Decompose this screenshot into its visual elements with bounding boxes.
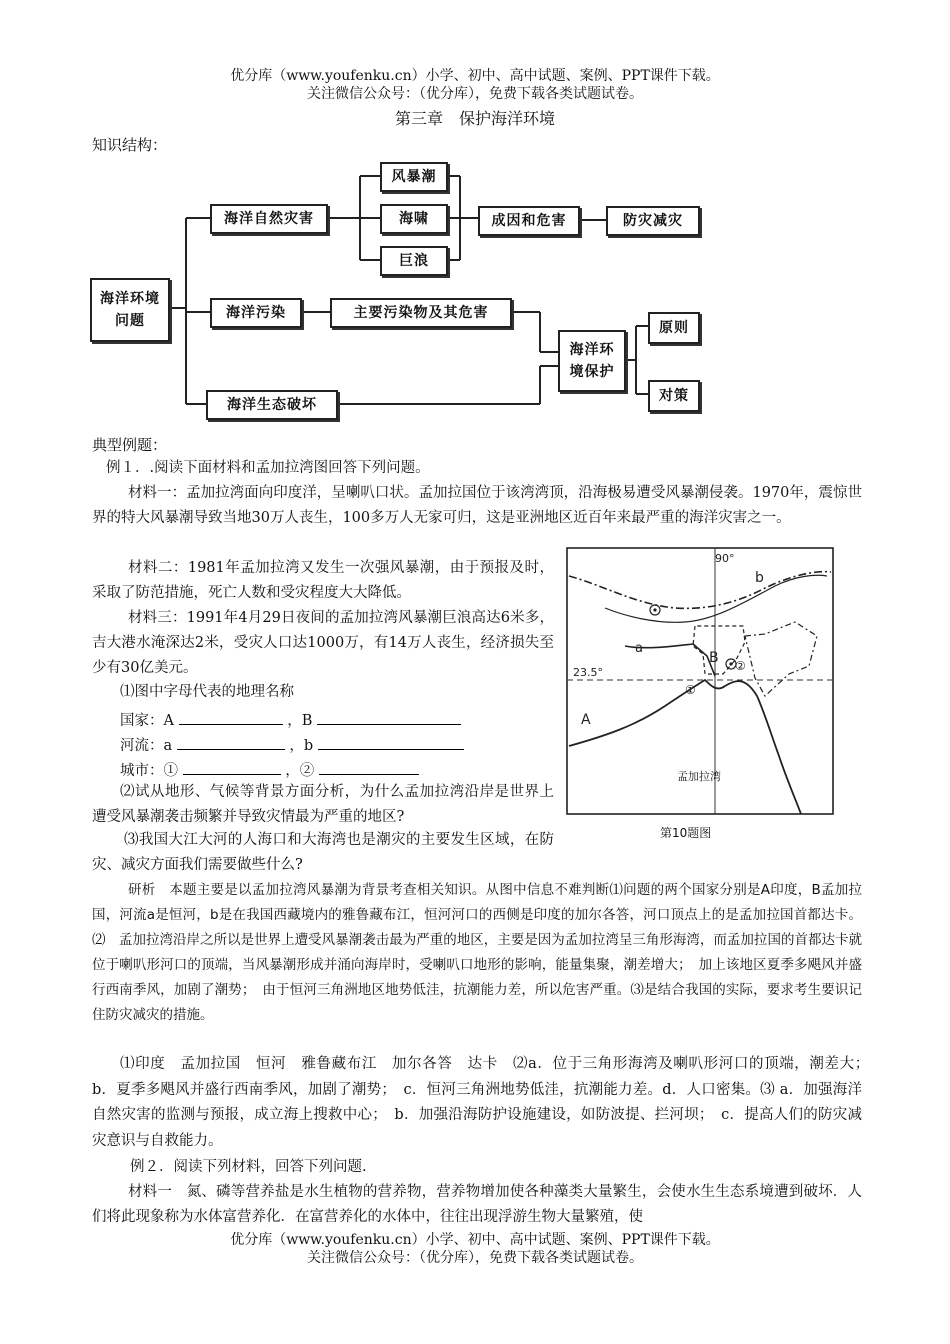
fill-cities <box>120 758 419 780</box>
map-bay-label: 孟加拉湾 <box>677 770 721 783</box>
map-label-A: A <box>581 712 591 728</box>
city-2-label: ，② <box>285 763 315 779</box>
node-marine-environment-problems: 海洋环境 问题 <box>90 278 170 342</box>
city-1-label: 城市：① <box>120 763 178 779</box>
example1-material3: 材料三：1991年4月29日夜间的孟加拉湾风暴潮巨浪高达6米多，吉大港水淹深达2米，受灾人口达1000万，有14万人丧生，经济损失至少有30亿美元。 <box>92 610 554 676</box>
node-huge-waves: 巨浪 <box>380 246 448 276</box>
knowledge-structure-label: 知识结构： <box>92 136 168 154</box>
node-marine-protection: 海洋环 境保护 <box>558 330 626 392</box>
example2-intro: 例２．阅读下列材料，回答下列问题. <box>130 1159 367 1175</box>
river-a-label: 河流：a <box>120 738 173 754</box>
question2: ⑵试从地形、气候等背景方面分析，为什么孟加拉湾沿岸是世界上遭受风暴潮袭击频繁并导致灾情最为严重的地区? <box>92 784 554 825</box>
map-caption: 第10题图 <box>660 826 712 840</box>
node-storm-surge: 风暴潮 <box>380 162 448 192</box>
node-ecological-damage: 海洋生态破坏 <box>206 390 338 420</box>
node-marine-natural-disasters: 海洋自然灾害 <box>210 204 328 234</box>
map-longitude-label: 90° <box>715 552 735 565</box>
chapter-title: 第三章 保护海洋环境 <box>394 109 555 128</box>
fill-countries <box>120 708 461 730</box>
example1-intro: 例１．.阅读下面材料和孟加拉湾图回答下列问题。 <box>106 460 430 476</box>
map-drawing <box>565 546 835 816</box>
question3: ⑶我国大江大河的人海口和大海湾也是潮灾的主要发生区域，在防灾、减灾方面我们需要做些什么? <box>92 832 554 873</box>
node-disaster-prevention: 防灾减灾 <box>606 206 700 236</box>
bay-of-bengal-map <box>565 546 835 816</box>
node-principles: 原则 <box>648 312 700 344</box>
country-b-blank[interactable] <box>317 708 461 725</box>
node-main-pollutants: 主要污染物及其危害 <box>330 298 512 328</box>
knowledge-structure-diagram <box>88 150 808 430</box>
example1-material2: 材料二：1981年孟加拉湾又发生一次强风暴潮，由于预报及时，采取了防范措施，死亡人数和受灾程度大大降低。 <box>92 560 554 601</box>
city-2-blank[interactable] <box>319 758 419 775</box>
node-measures: 对策 <box>648 380 700 412</box>
diagram-connectors <box>88 150 808 430</box>
header-line-2: 关注微信公众号：（优分库），免费下载各类试题试卷。 <box>307 86 643 102</box>
question1: ⑴图中字母代表的地理名称 <box>120 684 294 700</box>
example1-answer: ⑴印度 孟加拉国 恒河 雅鲁藏布江 加尔各答 达卡 ⑵a．位于三角形海湾及喇叭形河口的顶端，潮差大； b．夏季多飓风并盛行西南季风，加剧了潮势； c．恒河三角洲地势低洼，抗潮能力差。d．人口密集。⑶ a．加强海洋自然灾害的监测与预报，成立海上搜救中心； b．加强沿海防护设施建设，如防波提、拦河坝； c．提高人们的防灾减灾意识与自救能力。 <box>92 1056 877 1149</box>
country-b-label: ，B <box>287 713 313 729</box>
footer-line-2: 关注微信公众号：（优分库），免费下载各类试题试卷。 <box>307 1250 643 1266</box>
city-1-blank[interactable] <box>183 758 281 775</box>
footer-line-1: 优分库（www.youfenku.cn）小学、初中、高中试题、案例、PPT课件下载。 <box>230 1232 720 1248</box>
node-marine-pollution: 海洋污染 <box>210 298 302 328</box>
map-label-B: B <box>709 650 719 666</box>
examples-label: 典型例题： <box>92 436 168 454</box>
map-city-1: ① <box>685 683 696 697</box>
map-label-b: b <box>755 570 764 586</box>
node-tsunami: 海啸 <box>380 204 448 234</box>
river-a-blank[interactable] <box>177 733 285 750</box>
example1-analysis: 研析 本题主要是以孟加拉湾风暴潮为背景考查相关知识。从图中信息不难判断⑴问题的两个国家分别是A印度，B孟加拉国，河流a是恒河，b是在我国西藏境内的雅鲁藏布江，恒河河口的西侧是印度的加尔各答，河口顶点上的是孟加拉国首都达卡。⑵ 孟加拉湾沿岸之所以是世界上遭受风暴潮袭击最为严重的地区，主要是因为孟加拉湾呈三角形海湾，而孟加拉国的首都达卡就位于喇叭形河口的顶端，当风暴潮形成并涌向海岸时，受喇叭口地形的影响，能量集聚，潮差增大； 加上该地区夏季多飓风并盛行西南季风，加剧了潮势； 由于恒河三角洲地区地势低洼，抗潮能力差，所以危害严重。⑶是结合我国的实际，要求考生要识记住防灾减灾的措施。 <box>92 882 862 1023</box>
header-line-1: 优分库（www.youfenku.cn）小学、初中、高中试题、案例、PPT课件下载。 <box>230 68 720 84</box>
example2-material1: 材料一 氮、磷等营养盐是水生植物的营养物，营养物增加使各种藻类大量繁生，会使水生生态系境遭到破坏．人们将此现象称为水体富营养化．在富营养化的水体中，往往出现浮游生物大量繁殖，使 <box>92 1184 862 1225</box>
node-causes-and-hazards: 成因和危害 <box>478 206 580 236</box>
map-label-a: a <box>635 641 643 656</box>
river-b-blank[interactable] <box>318 733 464 750</box>
map-city-2: ② <box>735 659 746 673</box>
example1-material1: 材料一：孟加拉湾面向印度洋，呈喇叭口状。孟加拉国位于该湾湾顶，沿海极易遭受风暴潮侵袭。1970年，震惊世界的特大风暴潮导致当地30万人丧生，100多万人无家可归，这是亚洲地区近百年来最严重的海洋灾害之一。 <box>92 485 862 526</box>
fill-rivers <box>120 733 464 755</box>
map-latitude-label: 23.5° <box>573 666 603 679</box>
country-a-label: 国家：A <box>120 713 174 729</box>
country-a-blank[interactable] <box>179 708 283 725</box>
river-b-label: ，b <box>289 738 314 754</box>
